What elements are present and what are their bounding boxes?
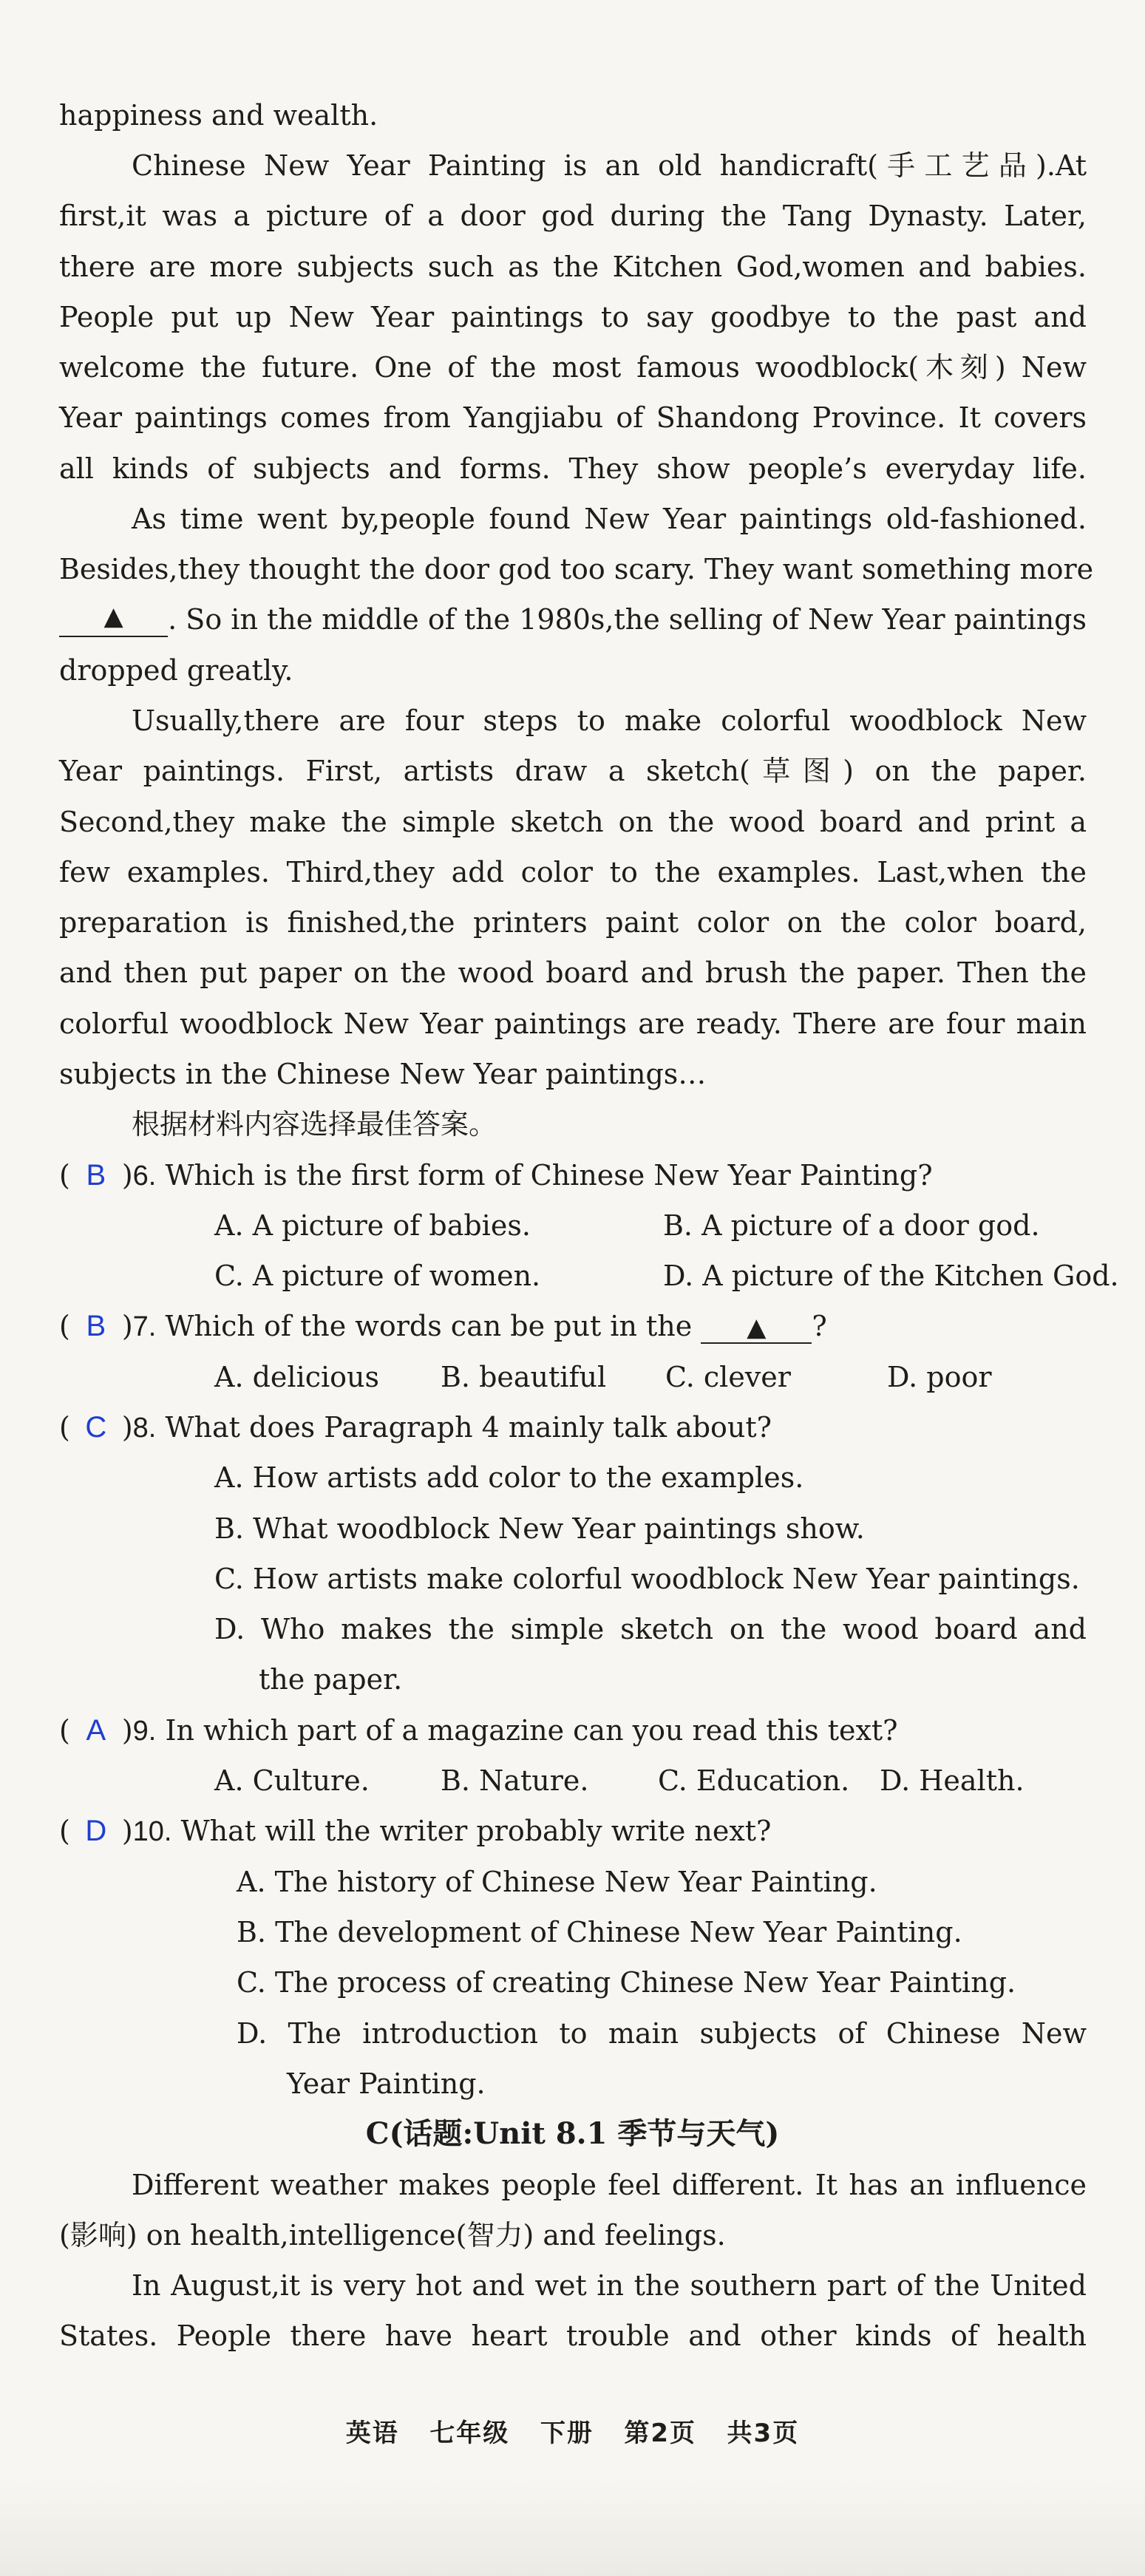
passage-line: first,it was a picture of a door god during the Tang Dynasty. Later, bbox=[59, 200, 1087, 232]
passage-line: colorful woodblock New Year paintings are ready. There are four main bbox=[59, 1007, 1087, 1040]
option: B. Nature. bbox=[441, 1764, 589, 1797]
question-text-end: ? bbox=[812, 1310, 827, 1342]
question-10: ( D )10. What will the writer probably write next? bbox=[59, 1815, 772, 1847]
question-9: ( A )9. In which part of a magazine can you read this text? bbox=[59, 1714, 898, 1747]
passage-line: . So in the middle of the 1980s,the selling of New Year paintings bbox=[168, 603, 1087, 636]
option: D. A picture of the Kitchen God. bbox=[663, 1260, 1119, 1292]
passage-line: preparation is finished,the printers paint color on the color board, bbox=[59, 906, 1087, 939]
passage-line: Second,they make the simple sketch on the wood board and print a bbox=[59, 806, 1087, 838]
blank-marker: ▲ bbox=[59, 602, 168, 637]
option: C. A picture of women. bbox=[214, 1260, 541, 1292]
answer-mark: B bbox=[86, 1310, 106, 1342]
option: D. The introduction to main subjects of Chinese New bbox=[237, 2017, 1087, 2050]
passage-line: Chinese New Year Painting is an old handicraft(手工艺品).At bbox=[132, 149, 1087, 182]
bottom-shadow bbox=[0, 2476, 1145, 2576]
passage-line: all kinds of subjects and forms. They show people’s everyday life. bbox=[59, 452, 1087, 485]
option: A. A picture of babies. bbox=[214, 1209, 531, 1242]
passage-line: dropped greatly. bbox=[59, 654, 293, 687]
option-continued: Year Painting. bbox=[287, 2067, 486, 2100]
option: B. A picture of a door god. bbox=[663, 1209, 1040, 1242]
footer-subject: 英语 bbox=[345, 2419, 399, 2448]
passage-line: Usually,there are four steps to make colorful woodblock New bbox=[132, 704, 1087, 737]
option: A. Culture. bbox=[214, 1764, 370, 1797]
passage-line: Different weather makes people feel different. It has an influence bbox=[132, 2169, 1087, 2201]
question-text: Which of the words can be put in the bbox=[165, 1310, 693, 1342]
question-text: What will the writer probably write next? bbox=[180, 1815, 772, 1847]
option: D. poor bbox=[887, 1361, 992, 1393]
option: A. The history of Chinese New Year Painting. bbox=[237, 1866, 877, 1898]
question-7: ( B )7. Which of the words can be put in the ▲ ? bbox=[59, 1310, 827, 1342]
option: D. Health. bbox=[880, 1764, 1025, 1797]
question-6: ( B )6. Which is the first form of Chinese New Year Painting? bbox=[59, 1159, 933, 1192]
answer-mark: C bbox=[85, 1411, 107, 1444]
option: C. Education. bbox=[658, 1764, 850, 1797]
passage-line: Besides,they thought the door god too scary. They want something more bbox=[59, 553, 1094, 585]
passage-line: happiness and wealth. bbox=[59, 99, 378, 132]
option: A. How artists add color to the examples. bbox=[214, 1461, 804, 1494]
footer-volume: 下册 bbox=[540, 2419, 594, 2448]
passage-line: People put up New Year paintings to say goodbye to the past and bbox=[59, 301, 1087, 333]
passage-line: welcome the future. One of the most famous woodblock(木刻) New bbox=[59, 351, 1087, 384]
passage-line: and then put paper on the wood board and brush the paper. Then the bbox=[59, 956, 1087, 989]
passage-line: there are more subjects such as the Kitchen God,women and babies. bbox=[59, 251, 1087, 283]
question-text: What does Paragraph 4 mainly talk about? bbox=[165, 1411, 772, 1444]
option-continued: the paper. bbox=[259, 1663, 403, 1696]
passage-line-with-blank bbox=[59, 602, 1087, 637]
option: C. The process of creating Chinese New Year Painting. bbox=[237, 1966, 1016, 1999]
page-footer bbox=[0, 2416, 1145, 2451]
passage-line: States. People there have heart trouble and other kinds of health bbox=[59, 2320, 1087, 2352]
blank-marker: ▲ bbox=[701, 1313, 812, 1344]
passage-line: As time went by,people found New Year paintings old-fashioned. bbox=[132, 503, 1087, 535]
option: B. The development of Chinese New Year Painting. bbox=[237, 1916, 962, 1948]
passage-line: Year paintings. First, artists draw a sketch(草图) on the paper. bbox=[59, 755, 1087, 787]
footer-grade: 七年级 bbox=[429, 2419, 510, 2448]
question-text: Which is the first form of Chinese New Year Painting? bbox=[165, 1159, 933, 1192]
section-c-heading: C(话题:Unit 8.1 季节与天气) bbox=[365, 2116, 780, 2151]
option: C. clever bbox=[665, 1361, 791, 1393]
passage-line: few examples. Third,they add color to the examples. Last,when the bbox=[59, 856, 1087, 888]
answer-mark: B bbox=[86, 1159, 106, 1192]
answer-mark: D bbox=[85, 1815, 107, 1847]
passage-line: In August,it is very hot and wet in the southern part of the United bbox=[132, 2269, 1087, 2302]
option: C. How artists make colorful woodblock New Year paintings. bbox=[214, 1563, 1080, 1595]
passage-line: Year paintings comes from Yangjiabu of Shandong Province. It covers bbox=[59, 401, 1087, 434]
question-8: ( C )8. What does Paragraph 4 mainly talk about? bbox=[59, 1411, 772, 1444]
option: B. What woodblock New Year paintings show. bbox=[214, 1512, 865, 1545]
question-number: 6. bbox=[132, 1160, 157, 1192]
passage-line: (影响) on health,intelligence(智力) and feelings. bbox=[59, 2219, 726, 2252]
question-text: In which part of a magazine can you read this text? bbox=[165, 1714, 898, 1747]
option: B. beautiful bbox=[441, 1361, 607, 1393]
question-number: 10. bbox=[132, 1816, 172, 1847]
question-number: 7. bbox=[132, 1311, 157, 1342]
footer-page-number: 第2页 bbox=[624, 2419, 697, 2448]
footer-page-total: 共3页 bbox=[727, 2419, 800, 2448]
question-number: 9. bbox=[132, 1716, 157, 1747]
instruction: 根据材料内容选择最佳答案。 bbox=[132, 1108, 497, 1141]
question-number: 8. bbox=[132, 1413, 157, 1444]
option: D. Who makes the simple sketch on the wood board and bbox=[214, 1613, 1087, 1645]
option: A. delicious bbox=[214, 1361, 380, 1393]
answer-mark: A bbox=[86, 1714, 106, 1747]
passage-line: subjects in the Chinese New Year paintings… bbox=[59, 1058, 707, 1090]
